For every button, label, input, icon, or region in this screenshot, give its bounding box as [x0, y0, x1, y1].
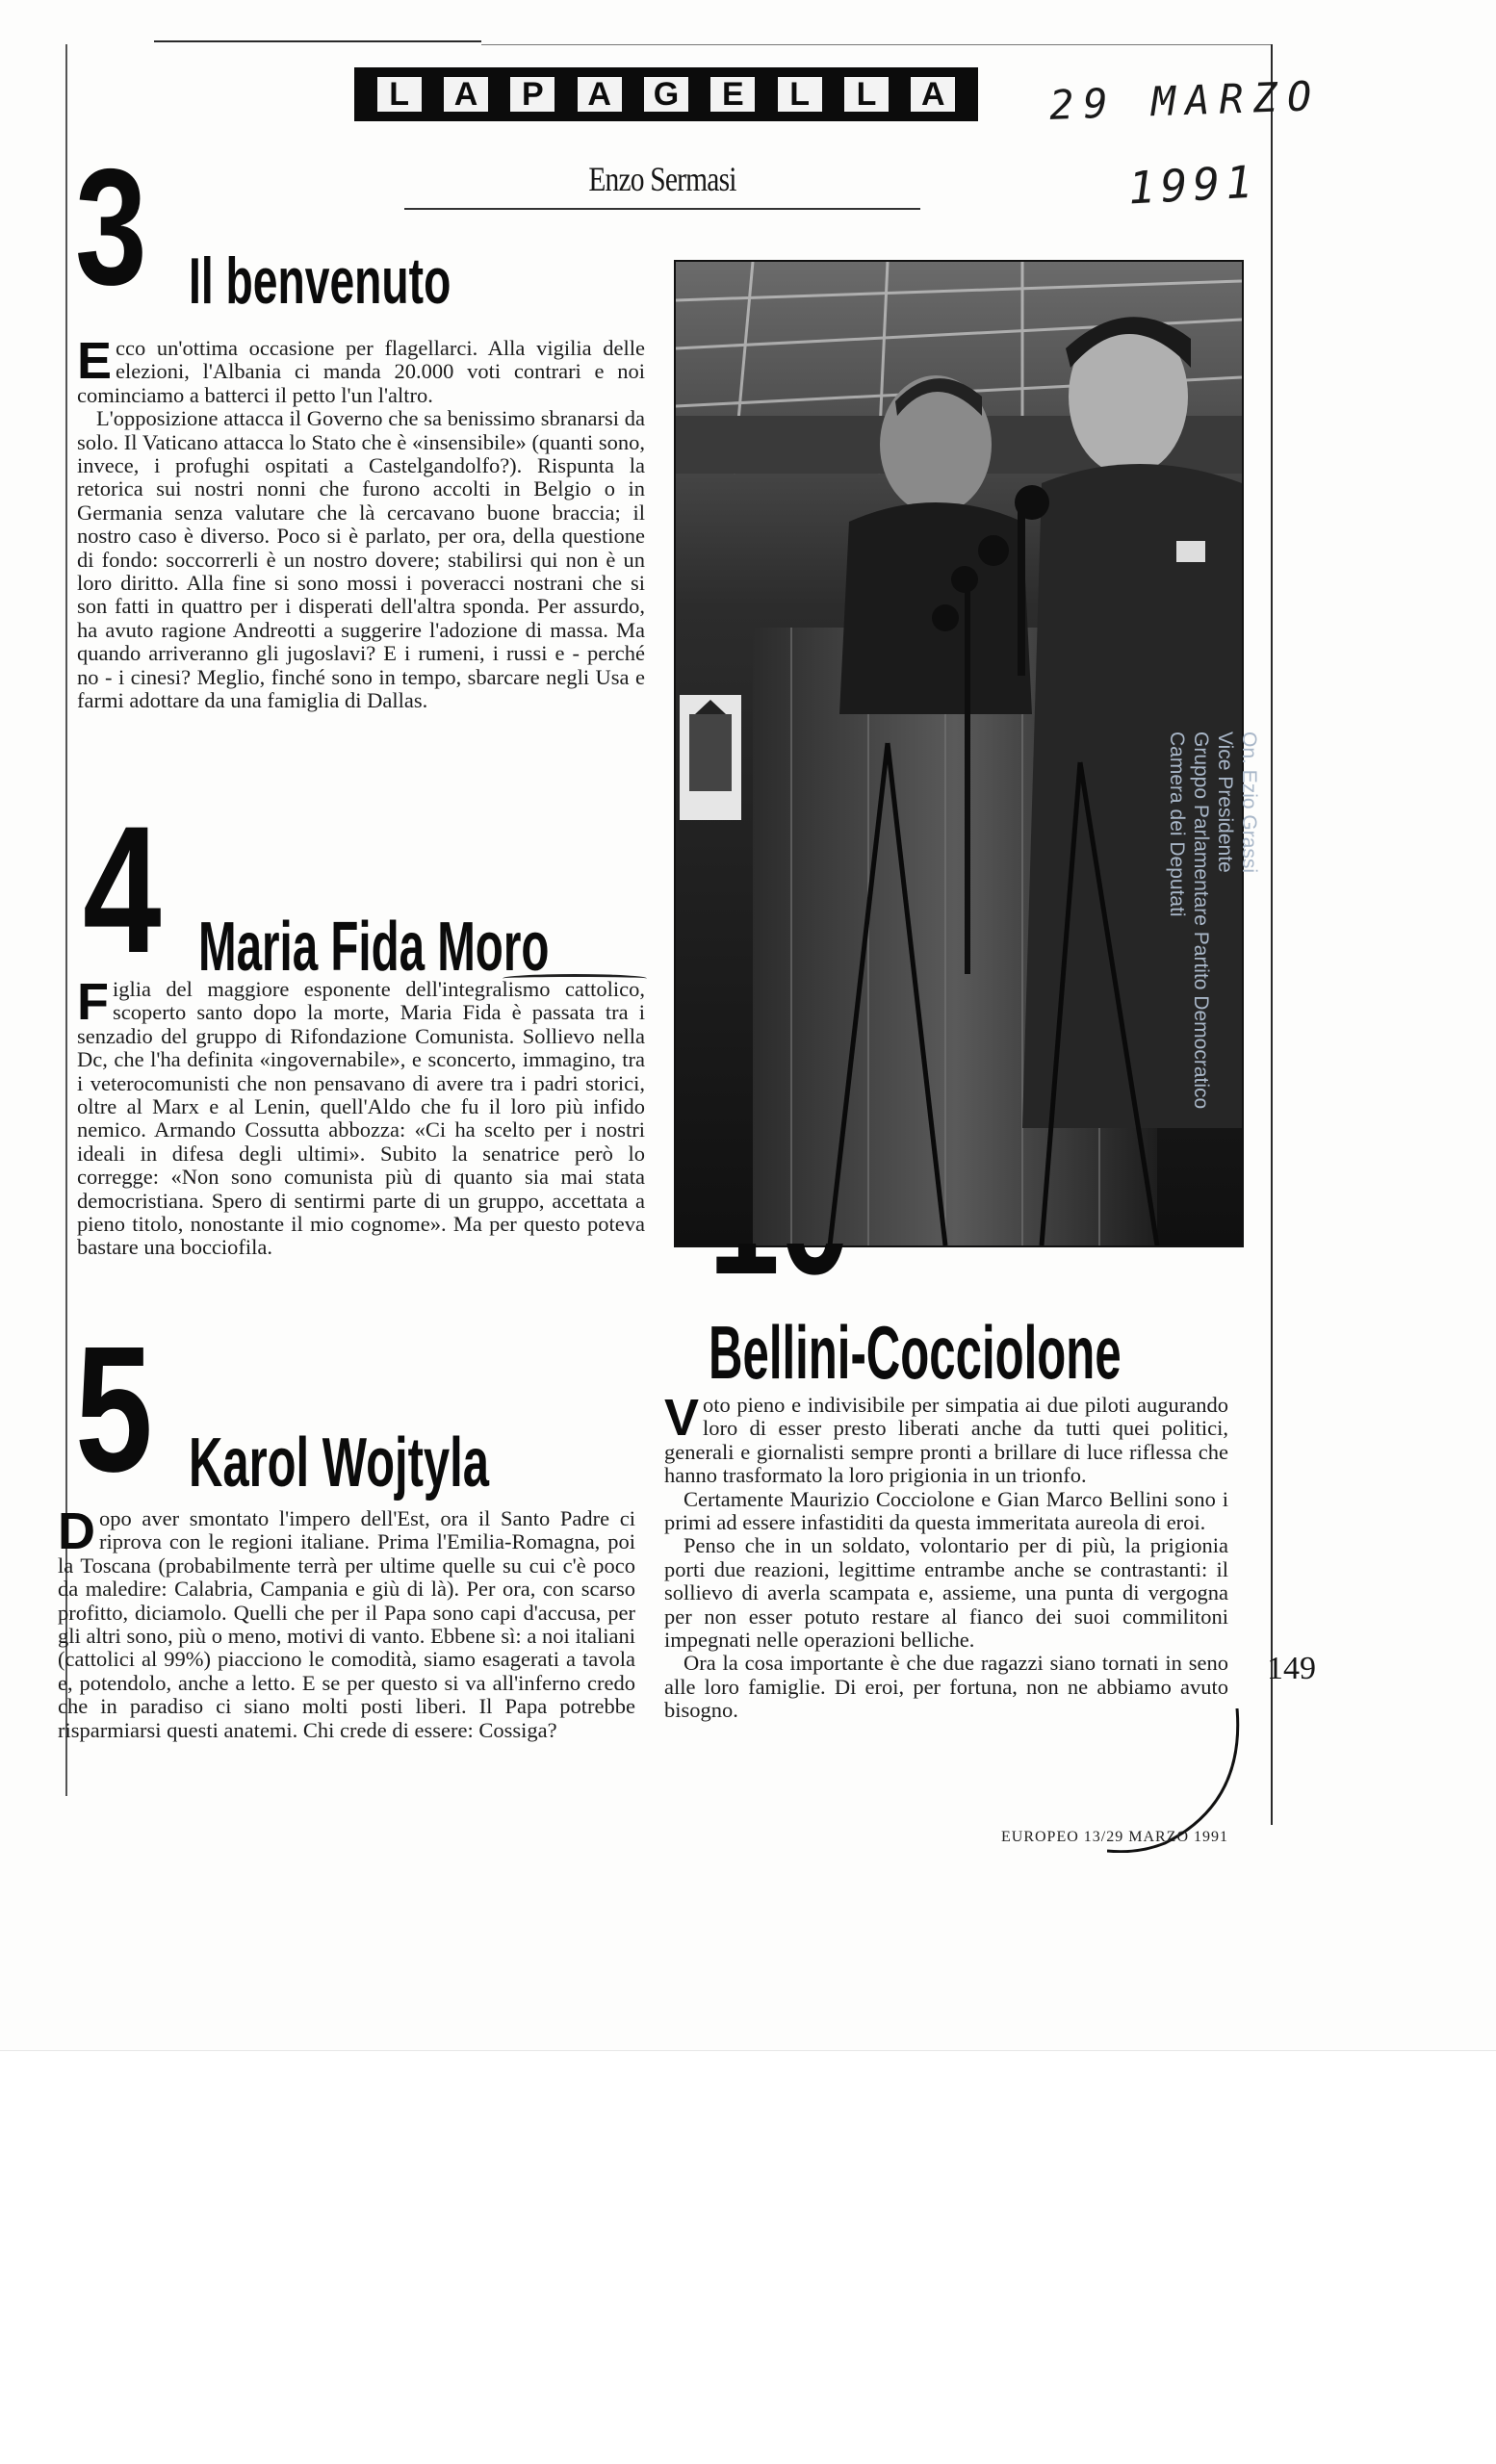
masthead-la-pagella [354, 67, 978, 121]
masthead-letter: L [377, 77, 422, 112]
byline-rule [404, 208, 920, 210]
paragraph: Certamente Maurizio Cocciolone e Gian Marco Bellini sono i primi ad essere infastiditi da questa immeritata aureola di eroi. [664, 1486, 1228, 1535]
paragraph: cco un'ottima occasione per flagellarci. Alla vigilia delle elezioni, l'Albania ci manda 20.000 voti contrari e noi cominciamo a batterci il petto l'un l'altro. [77, 336, 645, 407]
stamp-line: Camera dei Deputati [1166, 732, 1188, 917]
paragraph: Ora la cosa importante è che due ragazzi siano tornati in seno alle loro famiglie. Di eroi, per fortuna, non ne abbiamo avuto bisogno. [664, 1651, 1228, 1723]
article-body [58, 1502, 635, 1742]
deputy-stamp [1165, 732, 1261, 1110]
drop-cap: F [77, 973, 109, 1031]
top-rule [154, 40, 481, 42]
masthead-letter: A [444, 77, 488, 112]
paragraph: oto pieno e indivisibile per simpatia ai due piloti augurando loro di esser presto liberati anche da tutti quei politici, generali e giornalisti sempre pronti a brillare di luce riflessa che hanno trasformato la loro prigionia in un trionfo. [664, 1393, 1228, 1488]
footer-source: EUROPEO 13/29 MARZO 1991 [1001, 1829, 1229, 1845]
masthead-letter: A [578, 77, 622, 112]
drop-cap: E [77, 332, 113, 390]
masthead-letter: L [778, 77, 822, 112]
paragraph: Penso che in un soldato, volontario per di più, la prigionia porti due reazioni, legittime entrambe anche se contrastanti: il sollievo di averla scampata e, assieme, una punta di vergogna per non esser potuto restare al fianco dei suoi commilitoni impegnati nelle operazioni belliche. [664, 1533, 1228, 1653]
drop-cap: D [58, 1502, 95, 1560]
photo-pilots-press-conference [674, 260, 1244, 1247]
paragraph: opo aver smontato l'impero dell'Est, ora il Santo Padre ci riprova con le regioni italiane. Prima l'Emilia-Romagna, poi la Toscana (probabilmente terrà per ultime quelle su cui c'è poco da maledire: Calabria, Campania e giù di là). Per ora, con scarso profitto, diciamolo. Quelli che per il Papa sono capi d'accusa, per gli altri sono, più o meno, motivi di vanto. Ebbene sì: a noi italiani (cattolici al 99%) piacciono le comodità, siamo esagerati a tavola e, potendolo, anche a letto. E se per questo si va all'inferno credo che in paradiso ci siano molti posti liberi. Il Papa potrebbe risparmiarsi questi anatemi. Chi crede di essere: Cossiga? [58, 1506, 635, 1742]
scan-edge [0, 2050, 1496, 2051]
article-body [77, 332, 645, 713]
section-title: Maria Fida Moro [198, 909, 550, 986]
right-frame-rule [1271, 44, 1273, 1825]
drop-cap: V [664, 1389, 700, 1447]
rank-number: 4 [83, 788, 162, 990]
article-body [664, 1389, 1228, 1723]
section-title: Il benvenuto [189, 244, 451, 318]
article-body [77, 973, 645, 1260]
handwritten-year: 1991 [1126, 155, 1260, 215]
stamp-line: On. Ezio Grassi [1238, 732, 1260, 874]
masthead-letter: E [710, 77, 755, 112]
byline: Enzo Sermasi [588, 160, 736, 198]
rank-number: 3 [75, 135, 147, 320]
stamp-line: Vice Presidente [1214, 732, 1236, 873]
rank-number: 5 [75, 1310, 153, 1509]
paragraph: L'opposizione attacca il Governo che sa benissimo sbranarsi da solo. Il Vaticano attacca lo Stato che è «insensibile» (quanti sono, invece, i profughi ospitati a Castelgandolfo?). Rispunta la retorica sui nostri nonni che furono accolti in Belgio o in Germania senza valutare che là cercavano buone braccia; il nostro caso è diverso. Poco si è parlato, per ora, della questione di fondo: soccorrerli è un nostro dovere; stabilirsi qui non è un loro diritto. Alla fine si sono mossi i poveracci nostrani che si son fatti in quattro per i disperati dell'altra sponda. Per assurdo, ha avuto ragione Andreotti a suggerire l'adozione di massa. Ma quando arriveranno gli jugoslavi? E i rumeni, i russi e - perché no - i cinesi? Meglio, finché sono in tempo, sbarcare negli Usa e farmi adottare da una famiglia di Dallas. [77, 406, 645, 713]
page-number: 149 [1267, 1651, 1316, 1686]
photo-image [676, 262, 1242, 1245]
paragraph: iglia del maggiore esponente dell'integralismo cattolico, scoperto santo dopo la morte, Maria Fida è passata tra i senzadio del gruppo di Rifondazione Comunista. Sollievo nella Dc, che l'ha definita «ingovernabile», e sconcerto, immagino, tra i veterocomunisti che non pensavano di avere tra i padri storici, oltre al Marx e al Lenin, quell'Aldo che fu il loro più infido nemico. Armando Cossutta abbozza: «Ci ha scelto per i nostri ideali in difesa degli ultimi». Subito la senatrice però lo corregge: «Non sono comunista più di quanto sia mai stata democristiana. Spero di sentirmi parte di un gruppo, accettata a pieno titolo, nonostante il mio cognome». Ma per questo poteva bastare una bocciofila. [77, 977, 645, 1260]
masthead-letter: L [844, 77, 889, 112]
stamp-line: Gruppo Parlamentare Partito Democratico [1190, 732, 1212, 1110]
masthead-letter: A [911, 77, 955, 112]
handwritten-date: 29 MARZO [1048, 72, 1323, 129]
section-title: Karol Wojtyla [189, 1424, 489, 1502]
section-title: Bellini-Cocciolone [709, 1310, 1122, 1395]
top-rule-right [481, 44, 1271, 45]
masthead-letter: P [510, 77, 555, 112]
masthead-letter: G [644, 77, 688, 112]
